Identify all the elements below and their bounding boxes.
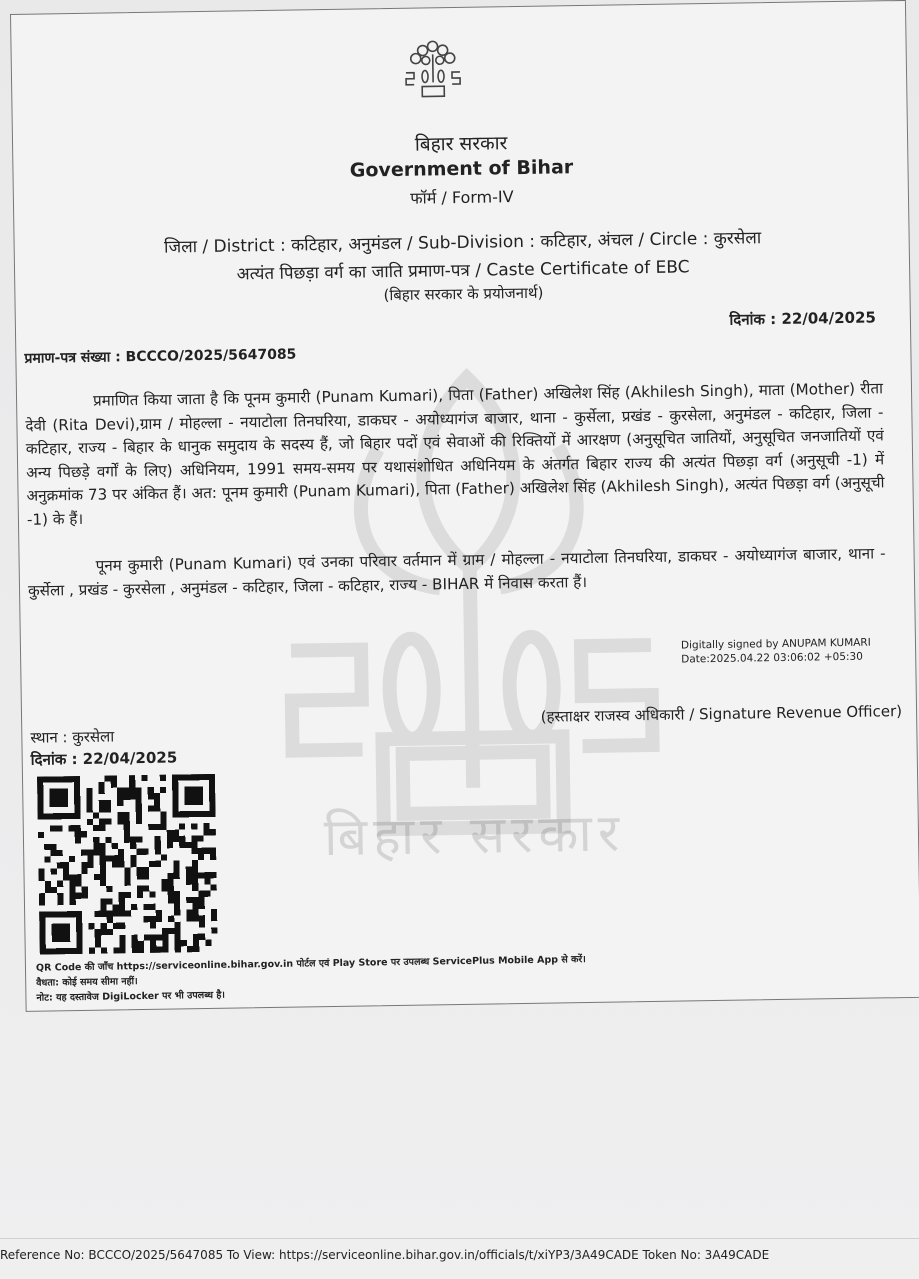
digital-signature [681, 636, 871, 667]
digital-signature-name: Digitally signed by ANUPAM KUMARI [680, 636, 871, 652]
header-english: Government of Bihar [349, 156, 574, 182]
qr-code-icon [37, 774, 218, 955]
digital-signature-date: Date:2025.04.22 03:06:02 +05:30 [681, 650, 863, 666]
note-qr: QR Code की जाँच https://serviceonline.bihar.gov.in पोर्टल एवं Play Store पर उपलब्ध ServicePlus Mobile App से करें। [35, 954, 586, 974]
form-number: फॉर्म / Form-IV [410, 187, 514, 208]
issue-date: दिनांक : 22/04/2025 [729, 308, 877, 329]
certificate-number: प्रमाण-पत्र संख्या : BCCCO/2025/5647085 [24, 346, 297, 367]
certificate-title: अत्यंत पिछड़ा वर्ग का जाति प्रमाण-पत्र / Caste Certificate of EBC [236, 257, 690, 285]
watermark-text: बिहार सरकार [323, 803, 626, 869]
purpose-line: (बिहार सरकार के प्रयोजनार्थ) [383, 283, 544, 305]
signature-label: (हस्ताक्षर राजस्व अधिकारी / Signature Revenue Officer) [540, 702, 903, 726]
notes [36, 952, 587, 1006]
place-date-block [30, 724, 177, 770]
note-digilocker: नोट: यह दस्तावेज DigiLocker पर भी उपलब्ध है। [36, 989, 226, 1004]
certificate-body: प्रमाणित किया जाता है कि पूनम कुमारी (Punam Kumari), पिता (Father) अखिलेश सिंह (Akhilesh Singh), माता (Mother) रीता देवी (Rita Devi),ग्राम / मोहल्ला - नयाटोला तिनघरिया, डाकघर - अयोध्यागंज बाजार, थाना - कुर्सेला, प्रखंड - कुरसेला, अनुमंडल - कटिहार, जिला - कटिहार, राज्य - बिहार के धानुक समुदाय के सदस्य हैं, जो बिहार पदों एवं सेवाओं की रिक्तियों में आरक्षण (अनुसूचित जातियों, अनुसूचित जनजातियों एवं अन्य पिछड़े वर्गों के लिए) अधिनियम, 1991 समय-समय पर यथासंशोधित अधिनियम के अंतर्गत बिहार राज्य की अत्यंत पिछड़ा वर्ग (अनुसूची -1) में अनुक्रमांक 73 पर अंकित हैं। अत: पूनम कुमारी (Punam Kumari), पिता (Father) अखिलेश सिंह (Akhilesh Singh), अत्यंत पिछड़ा वर्ग (अनुसूची -1) के हैं। [25, 379, 885, 529]
place: स्थान : कुरसेला [30, 727, 115, 747]
footer-divider [0, 1238, 919, 1239]
bihar-emblem-icon [397, 36, 468, 109]
certificate-sheet [10, 0, 919, 1012]
residence-statement: पूनम कुमारी (Punam Kumari) एवं उनका परिवार वर्तमान में ग्राम / मोहल्ला - नयाटोला तिनघरिया, डाकघर - अयोध्यागंज बाजार, थाना - कुर्सेला , प्रखंड - कुरसेला , अनुमंडल - कटिहार, जिला - कटिहार, राज्य - BIHAR में निवास करता हैं। [27, 544, 886, 600]
location-line: जिला / District : कटिहार, अनुमंडल / Sub-Division : कटिहार, अंचल / Circle : कुरसेला [163, 228, 762, 258]
date-bottom: दिनांक : 22/04/2025 [30, 748, 178, 769]
header-hindi: बिहार सरकार [414, 132, 508, 156]
reference-footer: Reference No: BCCCO/2025/5647085 To View: https://serviceonline.bihar.gov.in/officials/t/xiYP3/3A49CADE Token No: 3A49CADE [0, 1248, 770, 1262]
note-validity: वैधता: कोई समय सीमा नहीं। [36, 976, 138, 989]
